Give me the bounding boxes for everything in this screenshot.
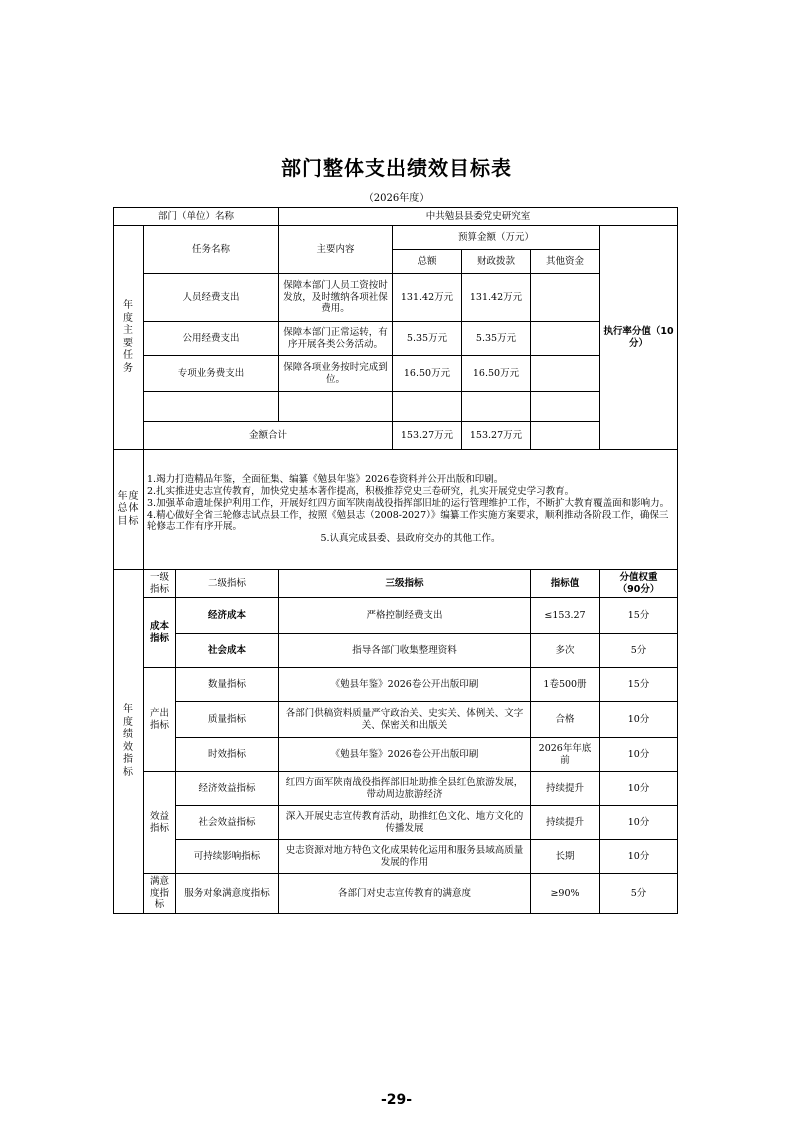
indicator-weight: 10分 [600,702,678,738]
total-header: 总额 [393,250,462,274]
task-content [279,392,393,422]
task-fiscal: 5.35万元 [462,322,531,356]
score-header: 执行率分值（10分） [600,226,678,450]
lvl2-indicator: 经济成本 [176,598,279,634]
lvl3-indicator: 《勉县年鉴》2026卷公开出版印刷 [279,668,531,702]
sum-fiscal: 153.27万元 [462,422,531,450]
goal-line: 3.加强革命遗址保护利用工作，开展好红四方面军陕南战役指挥部旧址的运行管理维护工作，不断扩大教育覆盖面和影响力。 [147,497,670,509]
value-header: 指标值 [531,570,600,598]
lvl3-indicator: 严格控制经费支出 [279,598,531,634]
indicator-value: 长期 [531,840,600,874]
lvl3-indicator: 各部门对史志宣传教育的满意度 [279,874,531,914]
indicator-weight: 15分 [600,668,678,702]
table-row [114,874,678,914]
sum-label: 金额合计 [144,422,393,450]
lvl3-header: 三级指标 [279,570,531,598]
task-other [531,322,600,356]
table-row [114,356,678,392]
fiscal-header: 财政拨款 [462,250,531,274]
lvl2-indicator: 质量指标 [176,702,279,738]
goals-side-label: 年度 总体 目标 [114,450,144,570]
page-number: -29- [380,1092,413,1108]
goals-text [144,450,678,570]
indicator-weight: 10分 [600,738,678,772]
task-fiscal: 16.50万元 [462,356,531,392]
content-header: 主要内容 [279,226,393,274]
indicator-value: 合格 [531,702,600,738]
table-row [114,668,678,702]
indicator-value: 持续提升 [531,806,600,840]
lvl3-indicator: 深入开展史志宣传教育活动，助推红色文化、地方文化的传播发展 [279,806,531,840]
lvl3-indicator: 各部门供稿资料质量严守政治关、史实关、体例关、文字关、保密关和出版关 [279,702,531,738]
task-name: 公用经费支出 [144,322,279,356]
table-row [114,450,678,570]
task-total [393,392,462,422]
lvl1-indicator: 成本 指标 [144,598,176,668]
task-content: 保障本部门正常运转，有序开展各类公务活动。 [279,322,393,356]
task-name: 人员经费支出 [144,274,279,322]
indicator-weight: 15分 [600,598,678,634]
task-content: 保障各项业务按时完成到位。 [279,356,393,392]
table-row [114,422,678,450]
task-content: 保障本部门人员工资按时发放，及时缴纳各项社保费用。 [279,274,393,322]
budget-header: 预算金额（万元） [393,226,600,250]
lvl2-indicator: 可持续影响指标 [176,840,279,874]
weight-header: 分值权重 （90分） [600,570,678,598]
indicator-value: 持续提升 [531,772,600,806]
table-row [114,392,678,422]
table-row [114,806,678,840]
lvl2-indicator: 经济效益指标 [176,772,279,806]
table-row [114,634,678,668]
task-other [531,274,600,322]
table-row [114,702,678,738]
table-row [114,772,678,806]
lvl2-indicator: 服务对象满意度指标 [176,874,279,914]
task-total: 131.42万元 [393,274,462,322]
table-row [114,322,678,356]
indicator-value: 1卷500册 [531,668,600,702]
sum-other [531,422,600,450]
lvl2-indicator: 社会效益指标 [176,806,279,840]
perf-side-label: 年 度 绩 效 指 标 [114,570,144,914]
goal-line: 2.扎实推进史志宣传教育，加快党史基本著作提高，积极推荐党史三卷研究，扎实开展党史学习教育。 [147,485,575,497]
indicator-weight: 5分 [600,874,678,914]
indicator-weight: 10分 [600,840,678,874]
task-name [144,392,279,422]
other-header: 其他资金 [531,250,600,274]
task-name-header: 任务名称 [144,226,279,274]
task-fiscal [462,392,531,422]
lvl2-indicator: 数量指标 [176,668,279,702]
lvl2-indicator: 时效指标 [176,738,279,772]
task-name: 专项业务费支出 [144,356,279,392]
indicator-weight: 10分 [600,806,678,840]
sum-total: 153.27万元 [393,422,462,450]
lvl3-indicator: 指导各部门收集整理资料 [279,634,531,668]
task-total: 16.50万元 [393,356,462,392]
indicator-value: 多次 [531,634,600,668]
indicator-value: 2026年年底前 [531,738,600,772]
table-row [114,738,678,772]
lvl1-indicator: 满意 度指 标 [144,874,176,914]
table-row [114,840,678,874]
dept-label: 部门（单位）名称 [114,208,279,226]
year-label: （2026年度） [363,193,430,204]
indicator-weight: 10分 [600,772,678,806]
indicator-value: ≤153.27 [531,598,600,634]
lvl1-indicator: 效益 指标 [144,772,176,874]
lvl2-header: 二级指标 [176,570,279,598]
lvl3-indicator: 史志资源对地方特色文化成果转化运用和服务县域高质量发展的作用 [279,840,531,874]
goal-line: 4.精心做好全省三轮修志试点县工作，按照《勉县志（2008-2027）》编纂工作实施方案要求，顺利推动各阶段工作，确保三轮修志工作有序开展。 [147,509,669,533]
task-fiscal: 131.42万元 [462,274,531,322]
page-title: 部门整体支出绩效目标表 [281,156,512,180]
task-total: 5.35万元 [393,322,462,356]
lvl1-header: 一级 指标 [144,570,176,598]
lvl3-indicator: 红四方面军陕南战役指挥部旧址助推全县红色旅游发展，带动周边旅游经济 [279,772,531,806]
task-other [531,392,600,422]
indicator-value: ≥90% [531,874,600,914]
lvl2-indicator: 社会成本 [176,634,279,668]
table-row [114,570,678,598]
annual-side-label: 年 度 主 要 任 务 [114,226,144,450]
table-row [114,598,678,634]
performance-table [113,207,678,914]
table-row [114,208,678,226]
dept-value: 中共勉县县委党史研究室 [279,208,678,226]
task-other [531,356,600,392]
table-row [114,274,678,322]
lvl1-indicator: 产出 指标 [144,668,176,772]
goal-line: 5.认真完成县委、县政府交办的其他工作。 [320,533,501,545]
lvl3-indicator: 《勉县年鉴》2026卷公开出版印刷 [279,738,531,772]
indicator-weight: 5分 [600,634,678,668]
goal-line: 1.竭力打造精品年鉴，全面征集、编纂《勉县年鉴》2026卷资料并公开出版和印刷。 [147,473,504,485]
table-row [114,226,678,250]
